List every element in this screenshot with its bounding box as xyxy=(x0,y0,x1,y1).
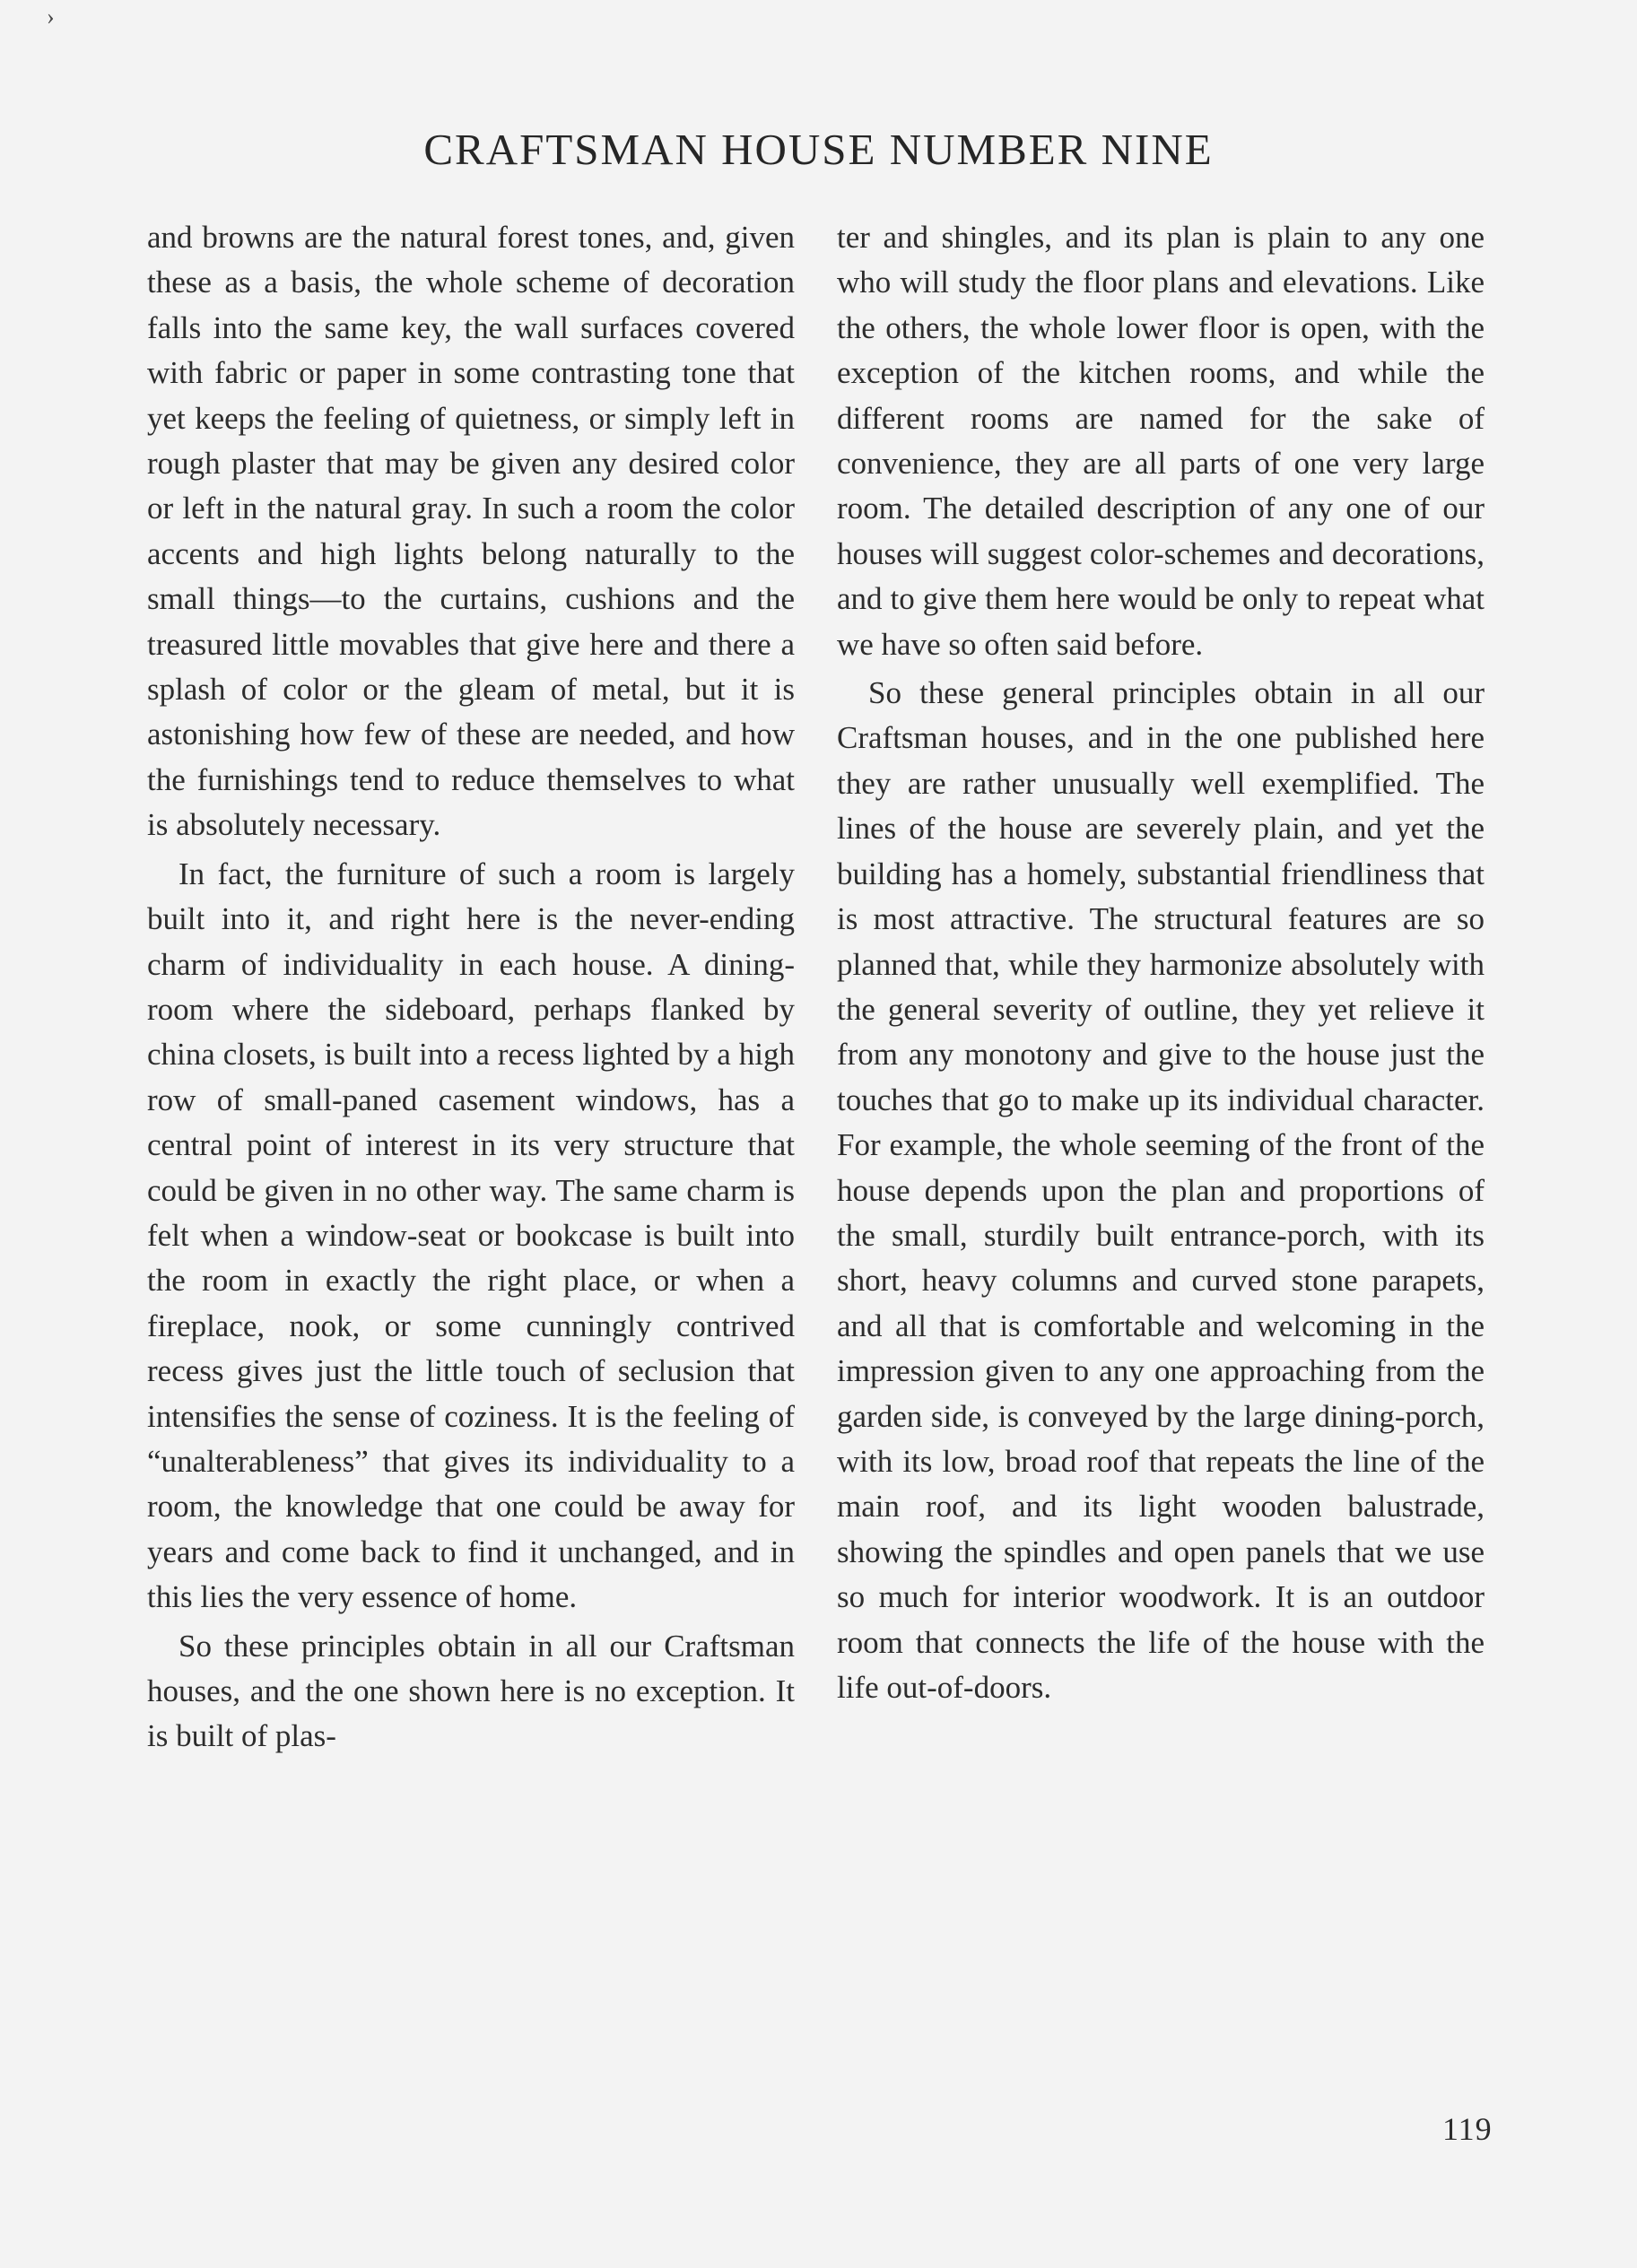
right-column xyxy=(837,215,1485,1710)
left-paragraph-3: So these principles obtain in all our Craftsman houses, and the one shown here is no exception. It is built of plas- xyxy=(147,1628,795,1754)
left-column xyxy=(147,215,795,1760)
page-number: 119 xyxy=(1442,2111,1493,2147)
left-paragraph-2: In fact, the furniture of such a room is largely built into it, and right here is the never-ending charm of individuality in each house. A dining-room where the sideboard, perhaps flanked by china closets, is built into a recess lighted by a high row of small-paned casement windows, has a central point of interest in its very structure that could be given in no other way. The same charm is felt when a window-seat or bookcase is built into the room in exactly the right place, or when a fireplace, nook, or some cunningly contrived recess gives just the little touch of seclusion that intensifies the sense of coziness. It is the feeling of “unalterableness” that gives its individuality to a room, the knowledge that one could be away for years and come back to find it unchanged, and in this lies the very essence of home. xyxy=(147,856,795,1615)
corner-mark: › xyxy=(47,4,55,30)
right-paragraph-2: So these general principles obtain in all our Craftsman houses, and in the one published here they are rather unusually well exemplified. The lines of the house are severely plain, and yet the building has a homely, substantial friendliness that is most attractive. The structural features are so planned that, while they harmonize absolutely with the general severity of outline, they yet relieve it from any monotony and give to the house just the touches that go to make up its individual character. For example, the whole seeming of the front of the house depends upon the plan and proportions of the small, sturdily built entrance-porch, with its short, heavy columns and curved stone parapets, and all that is comfortable and welcoming in the impression given to any one approaching from the garden side, is conveyed by the large dining-porch, with its low, broad roof that repeats the line of the main roof, and its light wooden balustrade, showing the spindles and open panels that we use so much for interior woodwork. It is an outdoor room that connects the life of the house with the life out-of-doors. xyxy=(837,675,1485,1705)
left-paragraph-1: and browns are the natural forest tones, and, given these as a basis, the whole scheme of decoration falls into the same key, the wall surfaces covered with fabric or paper in some contrasting tone that yet keeps the feeling of quietness, or simply left in rough plaster that may be given any desired color or left in the natural gray. In such a room the color accents and high lights belong naturally to the small things—to the curtains, cushions and the treasured little movables that give here and there a splash of color or the gleam of metal, but it is astonishing how few of these are needed, and how the furnishings tend to reduce themselves to what is absolutely necessary. xyxy=(147,220,795,843)
right-paragraph-1: ter and shingles, and its plan is plain to any one who will study the floor plans and elevations. Like the others, the whole lower floor is open, with the exception of the kitchen rooms, and while the different rooms are named for the sake of convenience, they are all parts of one very large room. The detailed description of any one of our houses will suggest color-schemes and decorations, and to give them here would be only to repeat what we have so often said before. xyxy=(837,220,1485,662)
running-head: CRAFTSMAN HOUSE NUMBER NINE xyxy=(423,125,1214,174)
